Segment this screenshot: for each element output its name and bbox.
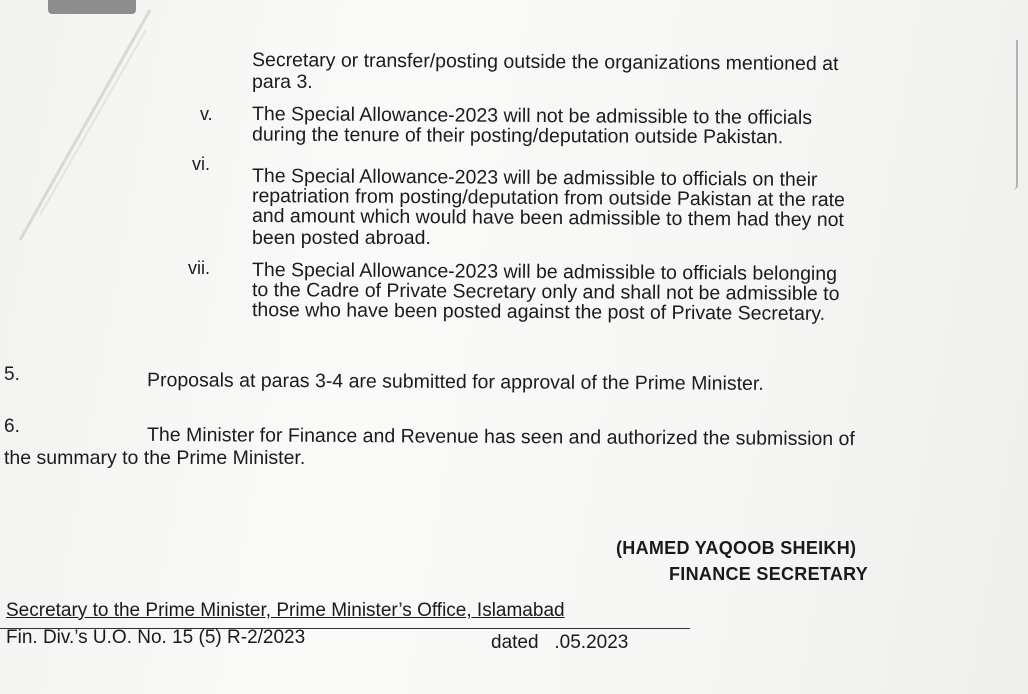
clause-v-line: The Special Allowance-2023 will not be admissible to the officials (251, 103, 813, 129)
signatory-name: (HAMED YAQOOB SHEIKH) (616, 538, 857, 558)
para-6-line-2: the summary to the Prime Minister. (4, 447, 306, 469)
para-6-line-1: The Minister for Finance and Revenue has seen and authorized the submission of (146, 423, 855, 451)
clause-vi-line: been posted abroad. (252, 227, 431, 249)
clause-v-line: during the tenure of their posting/deputation outside Pakistan. (251, 123, 784, 149)
para-5-number: 5. (4, 364, 20, 385)
page-edge-curl (1013, 40, 1018, 190)
addressee: Secretary to the Prime Minister, Prime Minister’s Office, Islamabad (6, 600, 565, 621)
clause-vi-line: repatriation from posting/deputation from outside Pakistan at the rate (251, 184, 845, 212)
clause-vii-line: to the Cadre of Private Secretary only and shall not be admissible to (251, 278, 840, 306)
uo-number: Fin. Div.’s U.O. No. 15 (5) R-2/2023 (6, 627, 306, 648)
clause-vii-line: The Special Allowance-2023 will be admissible to officials belonging (251, 258, 838, 286)
dated-line: dated .05.2023 (491, 632, 629, 653)
clause-intro (251, 48, 839, 93)
clause-number-vii: vii. (188, 258, 210, 278)
clause-intro-line: Secretary or transfer/posting outside the organizations mentioned at (251, 48, 839, 76)
clause-vii (251, 258, 840, 325)
para-6-number: 6. (4, 416, 20, 437)
clause-v (251, 103, 813, 149)
clause-number-vi: vi. (192, 154, 210, 174)
clause-number-v: v. (200, 104, 213, 124)
para-5-text: Proposals at paras 3-4 are submitted for approval of the Prime Minister. (146, 369, 764, 395)
clause-vi-line: The Special Allowance-2023 will be admissible to officials on their (251, 164, 818, 191)
clause-vi (251, 164, 845, 249)
clause-intro-line: para 3. (252, 71, 313, 93)
binder-tab-mark (48, 0, 136, 14)
signatory-title: FINANCE SECRETARY (669, 564, 869, 584)
clause-vii-line: those who have been posted against the post of Private Secretary. (251, 298, 826, 325)
clause-vi-line: and amount which would have been admissible to them had they not (251, 204, 844, 232)
